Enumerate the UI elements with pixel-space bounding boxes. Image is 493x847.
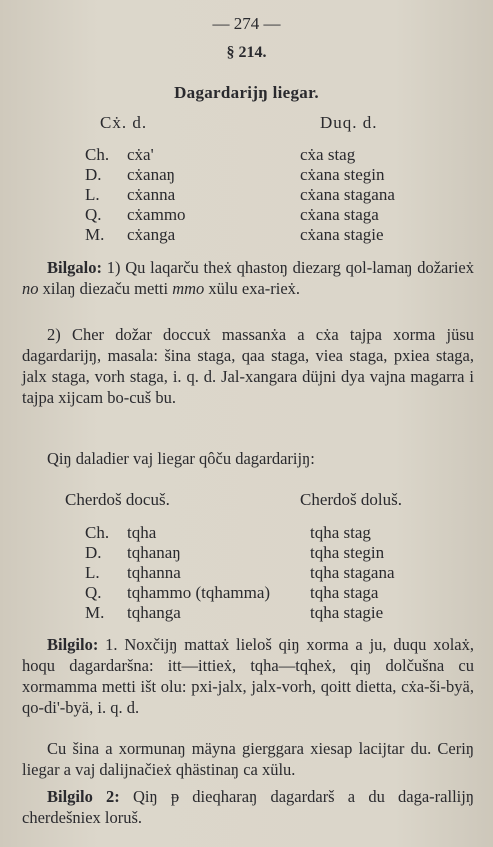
table1-left-header: Cẋ. d. [100,113,148,132]
case-label: L. [85,185,100,204]
table2-row [85,543,181,563]
case-label: Q. [85,205,102,224]
table1-row [85,205,186,225]
table2-plural: tqha staga [310,583,379,602]
section-title: Dagardarijŋ liegar. [174,83,319,102]
case-label: L. [85,563,100,582]
case-label: Ch. [85,523,110,542]
case-label: Q. [85,583,102,602]
note-4: Bilgilo 2: Qiŋ ᵽ dieqharaŋ dagardarš a du daga-rallijŋ cherdešniex loruš. [22,787,474,827]
case-label: M. [85,225,105,244]
note-label: Bilgalo: [47,258,103,277]
table2-plural: tqha stegin [310,543,385,562]
singular-form: tqhammo (tqhamma) [127,583,271,602]
table2-plural: tqha stagana [310,563,395,582]
case-label: M. [85,603,105,622]
table2-plural: tqha stag [310,523,371,542]
table1-plural: cẋa stag [300,145,356,164]
table2-row [85,563,181,583]
table1-row [85,225,175,245]
table1-row [85,165,175,185]
case-label: D. [85,165,102,184]
singular-form: tqhanna [127,563,181,582]
section-number: § 214. [226,44,267,61]
table2-right-header: Cherdoš doluš. [300,490,402,509]
note-1: Bilgalo: 1) Qu laqarču theẋ qhastoŋ diezarg qol-lamaŋ dožarieẋ no xilaŋ diezaču metti mmo xülu exa-rieẋ. [22,258,474,298]
table1-row [85,145,154,165]
note-label: Bilgilo 2: [47,787,120,806]
page-number: — 274 — [212,14,281,33]
singular-form: cẋanaŋ [127,165,176,184]
singular-form: cẋammo [127,205,186,224]
note-label: Bilgilo: [47,635,99,654]
singular-form: cẋa' [127,145,154,164]
table2-intro: Qiŋ daladier vaj liegar qôču dagardarijŋ: [47,449,315,468]
note-2: 2) Cher dožar doccuẋ massanẋa a cẋa tajpa xorma jüsu dagardarijŋ, masala: šina staga, qaa staga, viea staga, pxiea staga, jalx staga, vorh staga, i. q. d. Jal-xangara düjni dya vajna magarra i tajpa xijcam bo-cuš bu. [22,325,474,407]
paragraph: Cu šina a xormunaŋ mäyna gierggara xiesap lacijtar du. Ceriŋ liegar a vaj dalijnačieẋ qhästinaŋ ca xülu. [22,739,474,779]
table1-plural: cẋana stegin [300,165,385,184]
table1-plural: cẋana staga [300,205,379,224]
table2-plural: tqha stagie [310,603,384,622]
table1-row [85,185,175,205]
table2-row [85,523,156,543]
singular-form: tqha [127,523,157,542]
table2-row [85,603,181,623]
table2-left-header: Cherdoš docuš. [65,490,170,509]
singular-form: tqhanaŋ [127,543,181,562]
note-3: Bilgilo: 1. Noxčijŋ mattaẋ lieloš qiŋ xorma a ju, duqu xolaẋ, hoqu dagardaršna: itt—ittieẋ, tqha—tqheẋ, qiŋ dolčušna cu xormamma metti išt olu: pxi-jalx, jalx-vorh, qoitt dietta, cẋa-ši-byä, qo-di'-byä, i. q. d. [22,635,474,717]
singular-form: cẋanna [127,185,176,204]
table1-plural: cẋana stagie [300,225,384,244]
singular-form: tqhanga [127,603,181,622]
table2-row [85,583,270,603]
case-label: D. [85,543,102,562]
table1-plural: cẋana stagana [300,185,395,204]
singular-form: cẋanga [127,225,176,244]
table1-right-header: Duq. d. [320,113,378,132]
case-label: Ch. [85,145,110,164]
